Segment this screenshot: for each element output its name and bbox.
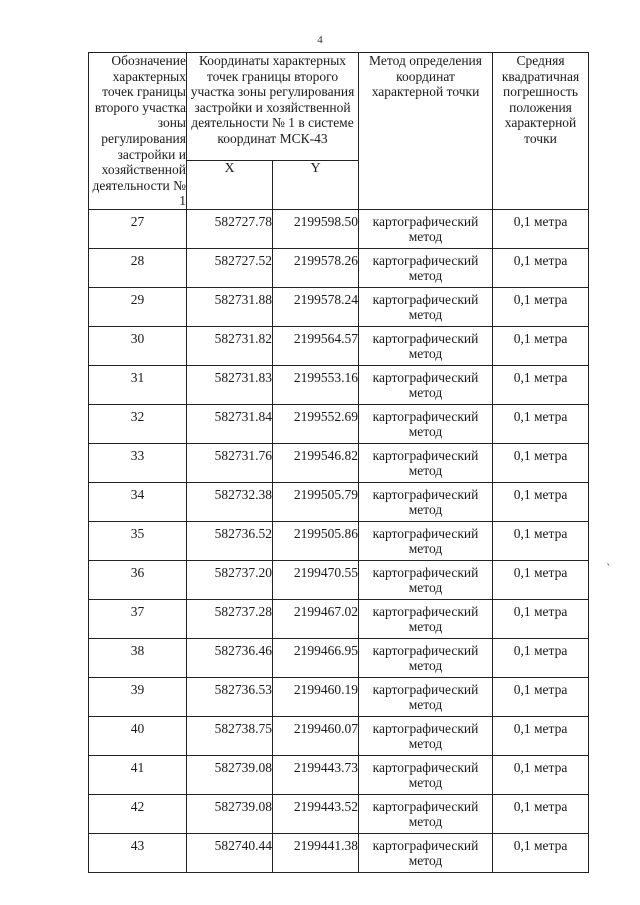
coordinate-y: 2199460.07	[273, 716, 359, 755]
coordinate-y: 2199578.26	[273, 248, 359, 287]
table-row	[89, 521, 589, 560]
error-cell: 0,1 метра	[493, 365, 589, 404]
coordinate-x: 582732.38	[187, 482, 273, 521]
error-cell: 0,1 метра	[493, 443, 589, 482]
coordinate-y: 2199505.79	[273, 482, 359, 521]
table-row	[89, 326, 589, 365]
method-cell: картографический метод	[359, 404, 493, 443]
header-y: Y	[273, 160, 359, 209]
method-cell: картографический метод	[359, 716, 493, 755]
coordinate-y: 2199470.55	[273, 560, 359, 599]
method-cell: картографический метод	[359, 521, 493, 560]
error-cell: 0,1 метра	[493, 794, 589, 833]
header-x: X	[187, 160, 273, 209]
error-cell: 0,1 метра	[493, 638, 589, 677]
method-cell: картографический метод	[359, 365, 493, 404]
point-number: 27	[89, 209, 187, 248]
table-row	[89, 833, 589, 872]
point-number: 33	[89, 443, 187, 482]
method-cell: картографический метод	[359, 443, 493, 482]
table-body	[89, 209, 589, 872]
header-coordinates: Координаты характерных точек границы второго участка зоны регулирования застройки и хозяйственной деятельности № 1 в системе координат МСК-43	[187, 53, 359, 161]
method-cell: картографический метод	[359, 482, 493, 521]
coordinate-x: 582731.76	[187, 443, 273, 482]
method-cell: картографический метод	[359, 833, 493, 872]
error-cell: 0,1 метра	[493, 599, 589, 638]
method-cell: картографический метод	[359, 209, 493, 248]
table-row	[89, 443, 589, 482]
table-row	[89, 755, 589, 794]
table-row	[89, 404, 589, 443]
method-cell: картографический метод	[359, 638, 493, 677]
coordinate-x: 582731.84	[187, 404, 273, 443]
point-number: 36	[89, 560, 187, 599]
coordinate-y: 2199578.24	[273, 287, 359, 326]
error-cell: 0,1 метра	[493, 521, 589, 560]
error-cell: 0,1 метра	[493, 677, 589, 716]
page-number: 4	[317, 34, 323, 46]
method-cell: картографический метод	[359, 326, 493, 365]
error-cell: 0,1 метра	[493, 833, 589, 872]
method-cell: картографический метод	[359, 755, 493, 794]
coordinate-x: 582731.88	[187, 287, 273, 326]
method-cell: картографический метод	[359, 794, 493, 833]
coordinate-x: 582739.08	[187, 755, 273, 794]
table-row	[89, 716, 589, 755]
table-row	[89, 482, 589, 521]
error-cell: 0,1 метра	[493, 326, 589, 365]
error-cell: 0,1 метра	[493, 404, 589, 443]
coordinate-y: 2199553.16	[273, 365, 359, 404]
table-row	[89, 794, 589, 833]
method-cell: картографический метод	[359, 248, 493, 287]
coordinate-y: 2199467.02	[273, 599, 359, 638]
header-method: Метод определения координат характерной точки	[359, 53, 493, 210]
point-number: 32	[89, 404, 187, 443]
error-cell: 0,1 метра	[493, 248, 589, 287]
scan-artifact-mark: ˎ	[606, 553, 612, 566]
point-number: 43	[89, 833, 187, 872]
method-cell: картографический метод	[359, 677, 493, 716]
method-cell: картографический метод	[359, 599, 493, 638]
error-cell: 0,1 метра	[493, 755, 589, 794]
coordinate-y: 2199441.38	[273, 833, 359, 872]
table-row	[89, 599, 589, 638]
point-number: 34	[89, 482, 187, 521]
point-number: 40	[89, 716, 187, 755]
error-cell: 0,1 метра	[493, 482, 589, 521]
header-designation: Обозначение характерных точек границы второго участка зоны регулирования застройки и хозяйственной деятельности № 1	[89, 53, 187, 210]
error-cell: 0,1 метра	[493, 560, 589, 599]
table-row	[89, 287, 589, 326]
coordinate-y: 2199505.86	[273, 521, 359, 560]
coordinate-x: 582737.20	[187, 560, 273, 599]
coordinate-x: 582731.82	[187, 326, 273, 365]
point-number: 38	[89, 638, 187, 677]
coordinate-y: 2199546.82	[273, 443, 359, 482]
coordinate-x: 582736.53	[187, 677, 273, 716]
error-cell: 0,1 метра	[493, 209, 589, 248]
error-cell: 0,1 метра	[493, 716, 589, 755]
coordinate-x: 582731.83	[187, 365, 273, 404]
coordinate-x: 582738.75	[187, 716, 273, 755]
coordinate-y: 2199460.19	[273, 677, 359, 716]
table-row	[89, 638, 589, 677]
table-row	[89, 677, 589, 716]
point-number: 31	[89, 365, 187, 404]
coordinates-table	[88, 52, 589, 873]
coordinate-x: 582727.52	[187, 248, 273, 287]
point-number: 37	[89, 599, 187, 638]
coordinate-x: 582736.46	[187, 638, 273, 677]
coordinate-y: 2199443.73	[273, 755, 359, 794]
method-cell: картографический метод	[359, 560, 493, 599]
table-row	[89, 365, 589, 404]
header-error: Средняя квадратичная погрешность положения характерной точки	[493, 53, 589, 210]
coordinate-x: 582736.52	[187, 521, 273, 560]
method-cell: картографический метод	[359, 287, 493, 326]
point-number: 42	[89, 794, 187, 833]
table-row	[89, 248, 589, 287]
coordinate-y: 2199564.57	[273, 326, 359, 365]
point-number: 39	[89, 677, 187, 716]
coordinate-y: 2199598.50	[273, 209, 359, 248]
point-number: 35	[89, 521, 187, 560]
point-number: 41	[89, 755, 187, 794]
error-cell: 0,1 метра	[493, 287, 589, 326]
coordinate-x: 582740.44	[187, 833, 273, 872]
coordinate-y: 2199443.52	[273, 794, 359, 833]
table-row	[89, 209, 589, 248]
point-number: 29	[89, 287, 187, 326]
point-number: 28	[89, 248, 187, 287]
coordinate-y: 2199552.69	[273, 404, 359, 443]
coordinate-y: 2199466.95	[273, 638, 359, 677]
coordinate-x: 582737.28	[187, 599, 273, 638]
table-row	[89, 560, 589, 599]
point-number: 30	[89, 326, 187, 365]
coordinate-x: 582727.78	[187, 209, 273, 248]
coordinate-x: 582739.08	[187, 794, 273, 833]
